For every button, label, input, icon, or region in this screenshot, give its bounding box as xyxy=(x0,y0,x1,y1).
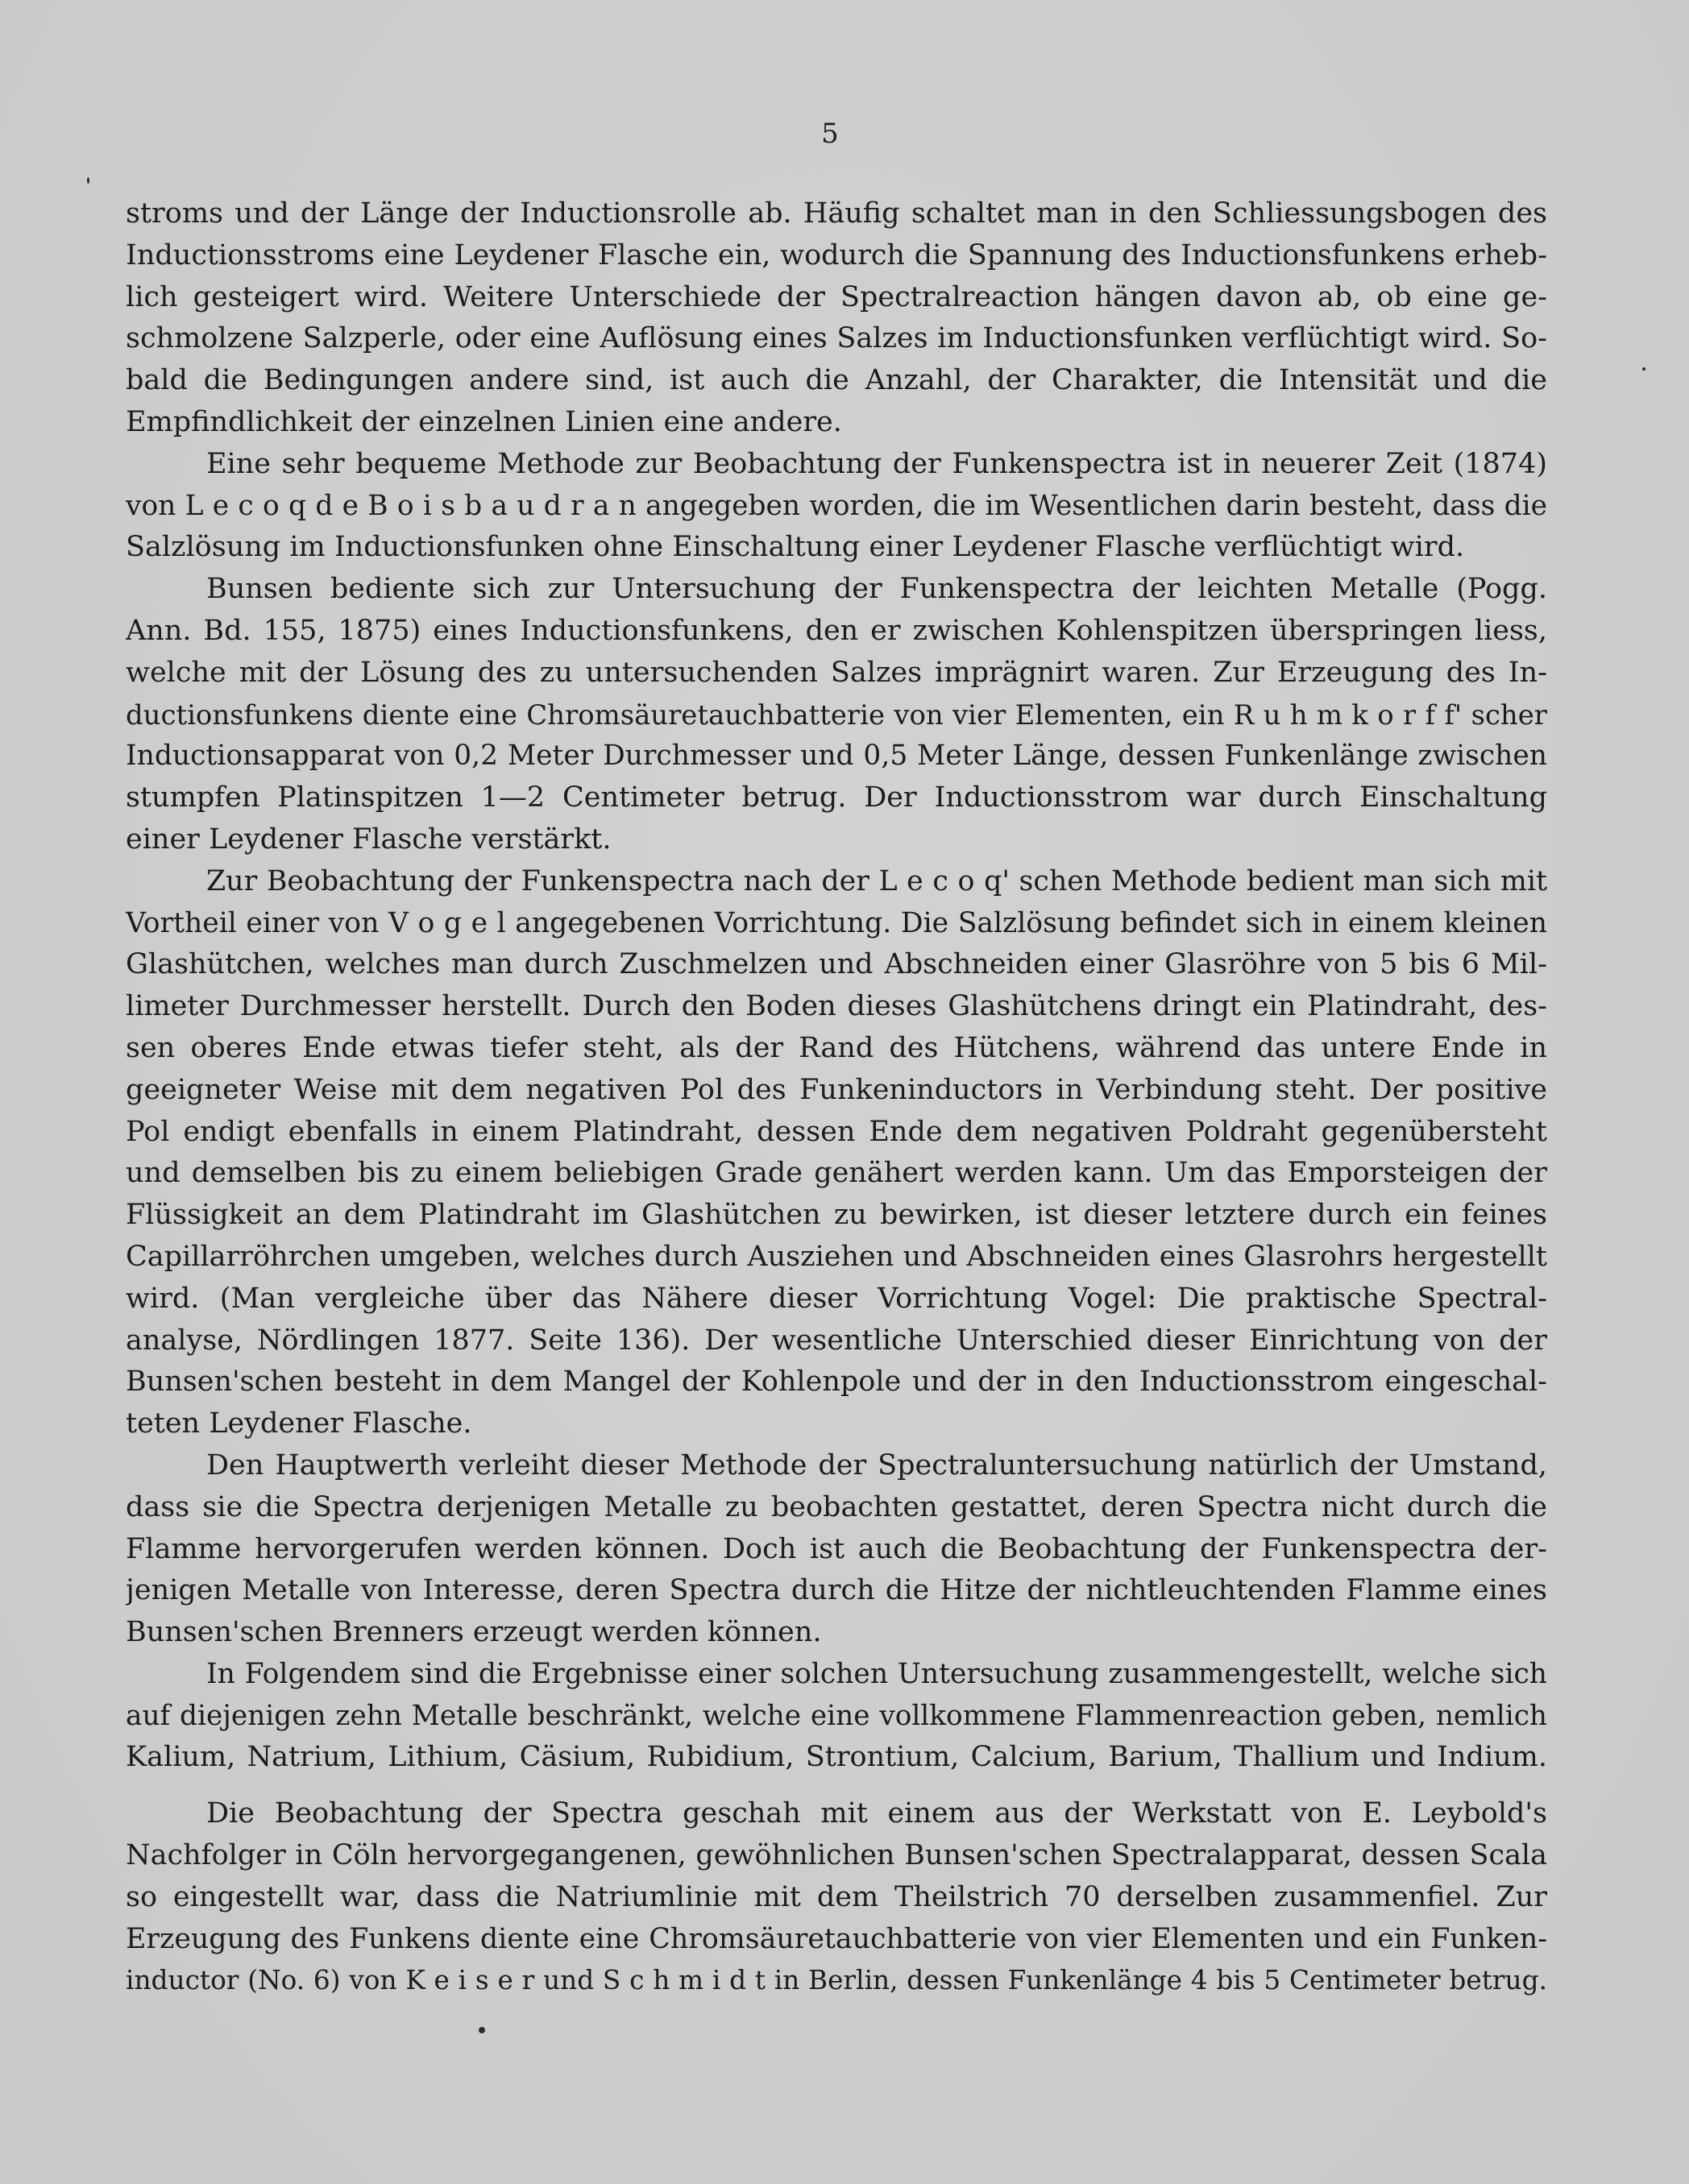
text-line: In Folgendem sind die Ergebnisse einer solchen Untersuchung zusammengestellt, welche sich xyxy=(206,1657,1547,1690)
text-line: Den Hauptwerth verleiht dieser Methode der Spectraluntersuchung natürlich der Umstand, xyxy=(206,1448,1547,1482)
paragraph xyxy=(126,569,1547,861)
text-line: Capillarröhrchen umgeben, welches durch Ausziehen und Abschneiden eines Glasrohrs hergestellt xyxy=(126,1240,1547,1273)
text-line: einer Leydener Flasche verstärkt. xyxy=(126,823,612,856)
body-text xyxy=(126,193,1547,2002)
text-line: und demselben bis zu einem beliebigen Grade genähert werden kann. Um das Emporsteigen der xyxy=(126,1157,1547,1190)
text-line: Pol endigt ebenfalls in einem Platindraht, dessen Ende dem negativen Poldraht gegenübersteht xyxy=(126,1115,1547,1148)
text-line: Kalium, Natrium, Lithium, Cäsium, Rubidium, Strontium, Calcium, Barium, Thallium und Indium. xyxy=(126,1741,1547,1774)
text-line: inductor (No. 6) von K e i s e r und S c h m i d t in Berlin, dessen Funkenlänge 4 bis 5 Centimeter betrug. xyxy=(126,1965,1547,1996)
text-line: Die Beobachtung der Spectra geschah mit einem aus der Werkstatt von E. Leybold's xyxy=(206,1797,1547,1830)
text-line: teten Leydener Flasche. xyxy=(126,1407,472,1440)
paragraph xyxy=(126,861,1547,1445)
text-line: Ann. Bd. 155, 1875) eines Inductionsfunkens, den er zwischen Kohlenspitzen überspringen liess, xyxy=(126,614,1547,647)
text-line: von L e c o q d e B o i s b a u d r a n angegeben worden, die im Wesentlichen darin besteht, dass die xyxy=(126,489,1547,522)
text-line: geeigneter Weise mit dem negativen Pol des Funkeninductors in Verbindung steht. Der positive xyxy=(126,1073,1547,1106)
text-line: dass sie die Spectra derjenigen Metalle zu beobachten gestattet, deren Spectra nicht durch die xyxy=(126,1490,1547,1523)
paragraph xyxy=(126,1445,1547,1654)
text-line: Inductionsapparat von 0,2 Meter Durchmesser und 0,5 Meter Länge, dessen Funkenlänge zwischen xyxy=(126,740,1547,773)
paragraph xyxy=(126,1654,1547,1779)
text-line: Zur Beobachtung der Funkenspectra nach der L e c o q' schen Methode bedient man sich mit xyxy=(206,864,1547,897)
page-number: 5 xyxy=(821,118,839,150)
text-line: limeter Durchmesser herstellt. Durch den Boden dieses Glashütchens dringt ein Platindraht, des- xyxy=(126,990,1547,1023)
text-line: Salzlösung im Inductionsfunken ohne Einschaltung einer Leydener Flasche verflüchtigt wird. xyxy=(126,531,1465,564)
text-line: Erzeugung des Funkens diente eine Chromsäuretauchbatterie von vier Elementen und ein Funken- xyxy=(126,1922,1547,1955)
text-line: schmolzene Salzperle, oder eine Auflösung eines Salzes im Inductionsfunken verflüchtigt wird. So- xyxy=(126,322,1547,355)
text-line: Flüssigkeit an dem Platindraht im Glashütchen zu bewirken, ist dieser letztere durch ein feines xyxy=(126,1199,1547,1232)
ink-speck xyxy=(87,177,89,184)
text-line: bald die Bedingungen andere sind, ist auch die Anzahl, der Charakter, die Intensität und die xyxy=(126,364,1547,397)
paragraph xyxy=(126,444,1547,569)
text-line: jenigen Metalle von Interesse, deren Spectra durch die Hitze der nichtleuchtenden Flamme eines xyxy=(126,1574,1547,1607)
text-line: auf diejenigen zehn Metalle beschränkt, welche eine vollkommene Flammenreaction geben, nemlich xyxy=(126,1699,1547,1732)
text-line: Bunsen'schen besteht in dem Mangel der Kohlenpole und der in den Inductionsstrom eingeschal- xyxy=(126,1366,1547,1399)
text-line: lich gesteigert wird. Weitere Unterschiede der Spectralreaction hängen davon ab, ob eine ge- xyxy=(126,280,1547,313)
text-line: Eine sehr bequeme Methode zur Beobachtung der Funkenspectra ist in neuerer Zeit (1874) xyxy=(206,447,1547,480)
text-line: Glashütchen, welches man durch Zuschmelzen und Abschneiden einer Glasröhre von 5 bis 6 Mil- xyxy=(126,948,1547,981)
ink-speck xyxy=(1642,367,1645,371)
text-line: analyse, Nördlingen 1877. Seite 136). Der wesentliche Unterschied dieser Einrichtung von der xyxy=(126,1324,1547,1357)
text-line: Bunsen bediente sich zur Untersuchung der Funkenspectra der leichten Metalle (Pogg. xyxy=(206,573,1547,606)
text-line: Empfindlichkeit der einzelnen Linien eine andere. xyxy=(126,405,842,438)
text-line: stroms und der Länge der Inductionsrolle ab. Häufig schaltet man in den Schliessungsbogen des xyxy=(126,197,1547,230)
text-line: sen oberes Ende etwas tiefer steht, als der Rand des Hütchens, während das untere Ende in xyxy=(126,1031,1547,1064)
text-line: Nachfolger in Cöln hervorgegangenen, gewöhnlichen Bunsen'schen Spectralapparat, dessen Scala xyxy=(126,1839,1547,1872)
text-line: stumpfen Platinspitzen 1—2 Centimeter betrug. Der Inductionsstrom war durch Einschaltung xyxy=(126,781,1547,814)
text-line: Vortheil einer von V o g e l angegebenen Vorrichtung. Die Salzlösung befindet sich in einem kleinen xyxy=(126,906,1547,939)
paragraph xyxy=(126,1793,1547,2002)
text-line: ductionsfunkens diente eine Chromsäuretauchbatterie von vier Elementen, ein R u h m k o r f f' scher xyxy=(126,698,1547,731)
text-line: Bunsen'schen Brenners erzeugt werden können. xyxy=(126,1616,822,1649)
ink-speck xyxy=(479,2027,485,2033)
text-line: Inductionsstroms eine Leydener Flasche ein, wodurch die Spannung des Inductionsfunkens erheb- xyxy=(126,238,1547,271)
text-line: welche mit der Lösung des zu untersuchenden Salzes imprägnirt waren. Zur Erzeugung des In- xyxy=(126,656,1547,689)
paragraph xyxy=(126,193,1547,444)
text-line: so eingestellt war, dass die Natriumlinie mit dem Theilstrich 70 derselben zusammenfiel. Zur xyxy=(126,1880,1547,1913)
text-line: wird. (Man vergleiche über das Nähere dieser Vorrichtung Vogel: Die praktische Spectral- xyxy=(126,1282,1547,1315)
text-line: Flamme hervorgerufen werden können. Doch ist auch die Beobachtung der Funkenspectra der- xyxy=(126,1532,1547,1565)
